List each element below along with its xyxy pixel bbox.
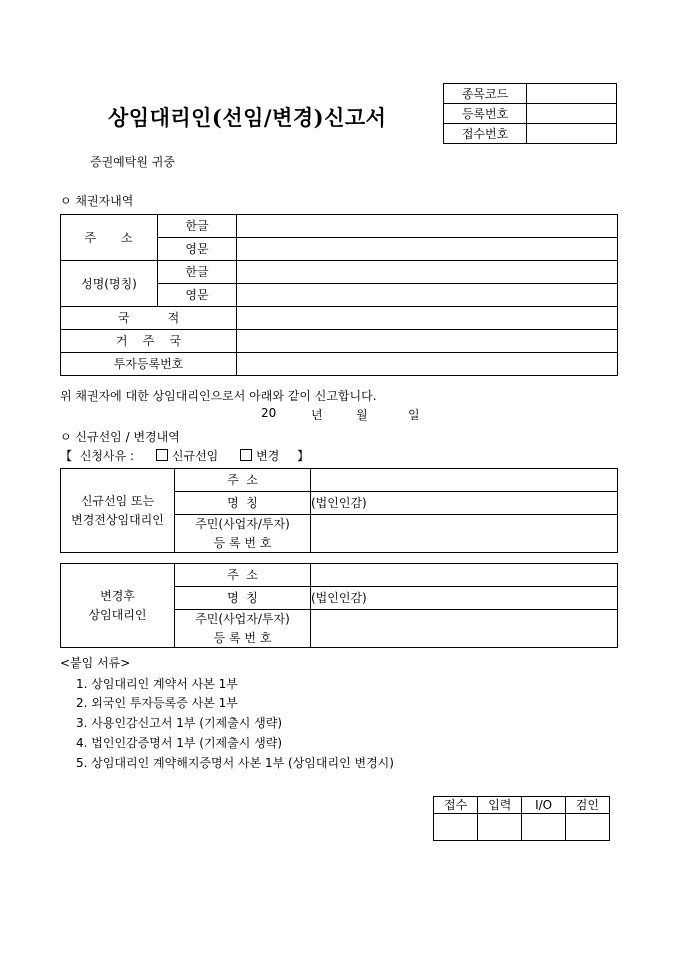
reason-label: 신청사유 :	[79, 449, 135, 463]
investment-registration-field[interactable]	[237, 353, 618, 376]
attachment-item: 2. 외국인 투자등록증 사본 1부	[76, 696, 238, 710]
creditor-table	[60, 214, 618, 376]
name-english-label: 영문	[158, 284, 237, 307]
nationality-field[interactable]	[237, 307, 618, 330]
agent-before-label-line1: 신규선임 또는	[80, 493, 155, 508]
agent-after-address-label: 주 소	[175, 564, 311, 587]
processing-input-cell[interactable]	[478, 814, 522, 841]
agent-after-label-line1: 변경후	[100, 588, 135, 603]
agent-after-regno-label-line1: 주민(사업자/투자)	[175, 610, 311, 629]
agent-after-address-field[interactable]	[311, 564, 618, 587]
name-label: 성명(명칭)	[61, 261, 158, 307]
agent-after-label	[61, 564, 175, 648]
attachment-item: 4. 법인인감증명서 1부 (기제출시 생략)	[76, 736, 282, 750]
reason-line	[60, 447, 309, 464]
date-month: 월	[356, 408, 368, 422]
reason-close-bracket: 】	[297, 449, 310, 463]
new-checkbox[interactable]	[156, 449, 168, 461]
agent-before-table	[60, 468, 618, 553]
attachment-item: 1. 상임대리인 계약서 사본 1부	[76, 677, 238, 691]
date-year: 년	[311, 408, 323, 422]
receipt-number-value[interactable]	[527, 124, 617, 144]
date-year-prefix: 20	[261, 406, 277, 420]
agent-before-regno-field[interactable]	[311, 515, 618, 553]
attachment-item: 3. 사용인감신고서 1부 (기제출시 생략)	[76, 716, 282, 730]
address-label: 주 소	[61, 215, 158, 261]
receipt-number-label: 접수번호	[444, 124, 527, 144]
residence-label: 거 주 국	[61, 330, 237, 353]
name-korean-label: 한글	[158, 261, 237, 284]
option-change-label: 변경	[256, 449, 280, 463]
change-section-heading: ㅇ 신규선임 / 변경내역	[60, 430, 180, 444]
option-new-label: 신규선임	[171, 449, 219, 463]
attachments-heading: <붙임 서류>	[60, 656, 131, 670]
attachment-item: 5. 상임대리인 계약해지증명서 사본 1부 (상임대리인 변경시)	[76, 756, 394, 770]
processing-input-header: 입력	[478, 797, 522, 814]
processing-table	[433, 796, 610, 841]
address-korean-label: 한글	[158, 215, 237, 238]
agent-before-name-field[interactable]: (법인인감)	[311, 492, 618, 515]
option-change[interactable]	[240, 449, 279, 463]
agent-after-name-field[interactable]: (법인인감)	[311, 587, 618, 610]
agent-before-label-line2: 변경전상임대리인	[71, 512, 164, 527]
name-english-field[interactable]	[237, 284, 618, 307]
agent-before-address-field[interactable]	[311, 469, 618, 492]
declaration-text: 위 채권자에 대한 상임대리인으로서 아래와 같이 신고합니다.	[60, 389, 377, 403]
change-checkbox[interactable]	[240, 449, 252, 461]
agent-after-label-line2: 상임대리인	[88, 607, 147, 622]
agent-before-name-label: 명 칭	[175, 492, 311, 515]
address-english-label: 영문	[158, 238, 237, 261]
name-korean-field[interactable]	[237, 261, 618, 284]
registration-number-value[interactable]	[527, 104, 617, 124]
code-label: 종목코드	[444, 84, 527, 104]
nationality-label: 국 적	[61, 307, 237, 330]
registration-number-label: 등록번호	[444, 104, 527, 124]
processing-receipt-header: 접수	[434, 797, 478, 814]
reason-open-bracket: 【	[60, 449, 73, 463]
agent-before-label	[61, 469, 175, 553]
code-table	[443, 83, 617, 144]
agent-before-regno-label-line1: 주민(사업자/투자)	[175, 515, 311, 534]
processing-inspection-header: 검인	[565, 797, 609, 814]
address-english-field[interactable]	[237, 238, 618, 261]
processing-io-header: I/O	[522, 797, 565, 814]
recipient: 증권예탁원 귀중	[90, 155, 175, 169]
code-value[interactable]	[527, 84, 617, 104]
agent-before-address-label: 주 소	[175, 469, 311, 492]
processing-io-cell[interactable]	[522, 814, 565, 841]
agent-before-regno-label-line2: 등 록 번 호	[175, 534, 311, 553]
option-new[interactable]	[156, 449, 218, 463]
investment-registration-label: 투자등록번호	[61, 353, 237, 376]
agent-after-regno-label-line2: 등 록 번 호	[175, 629, 311, 648]
processing-inspection-cell[interactable]	[565, 814, 609, 841]
address-korean-field[interactable]	[237, 215, 618, 238]
agent-after-table	[60, 563, 618, 648]
processing-receipt-cell[interactable]	[434, 814, 478, 841]
date-day: 일	[408, 408, 420, 422]
creditor-section-heading: ㅇ 채권자내역	[60, 194, 134, 208]
agent-after-name-label: 명 칭	[175, 587, 311, 610]
document-title: 상임대리인(선임/변경)신고서	[108, 105, 387, 130]
agent-after-regno-field[interactable]	[311, 610, 618, 648]
residence-field[interactable]	[237, 330, 618, 353]
